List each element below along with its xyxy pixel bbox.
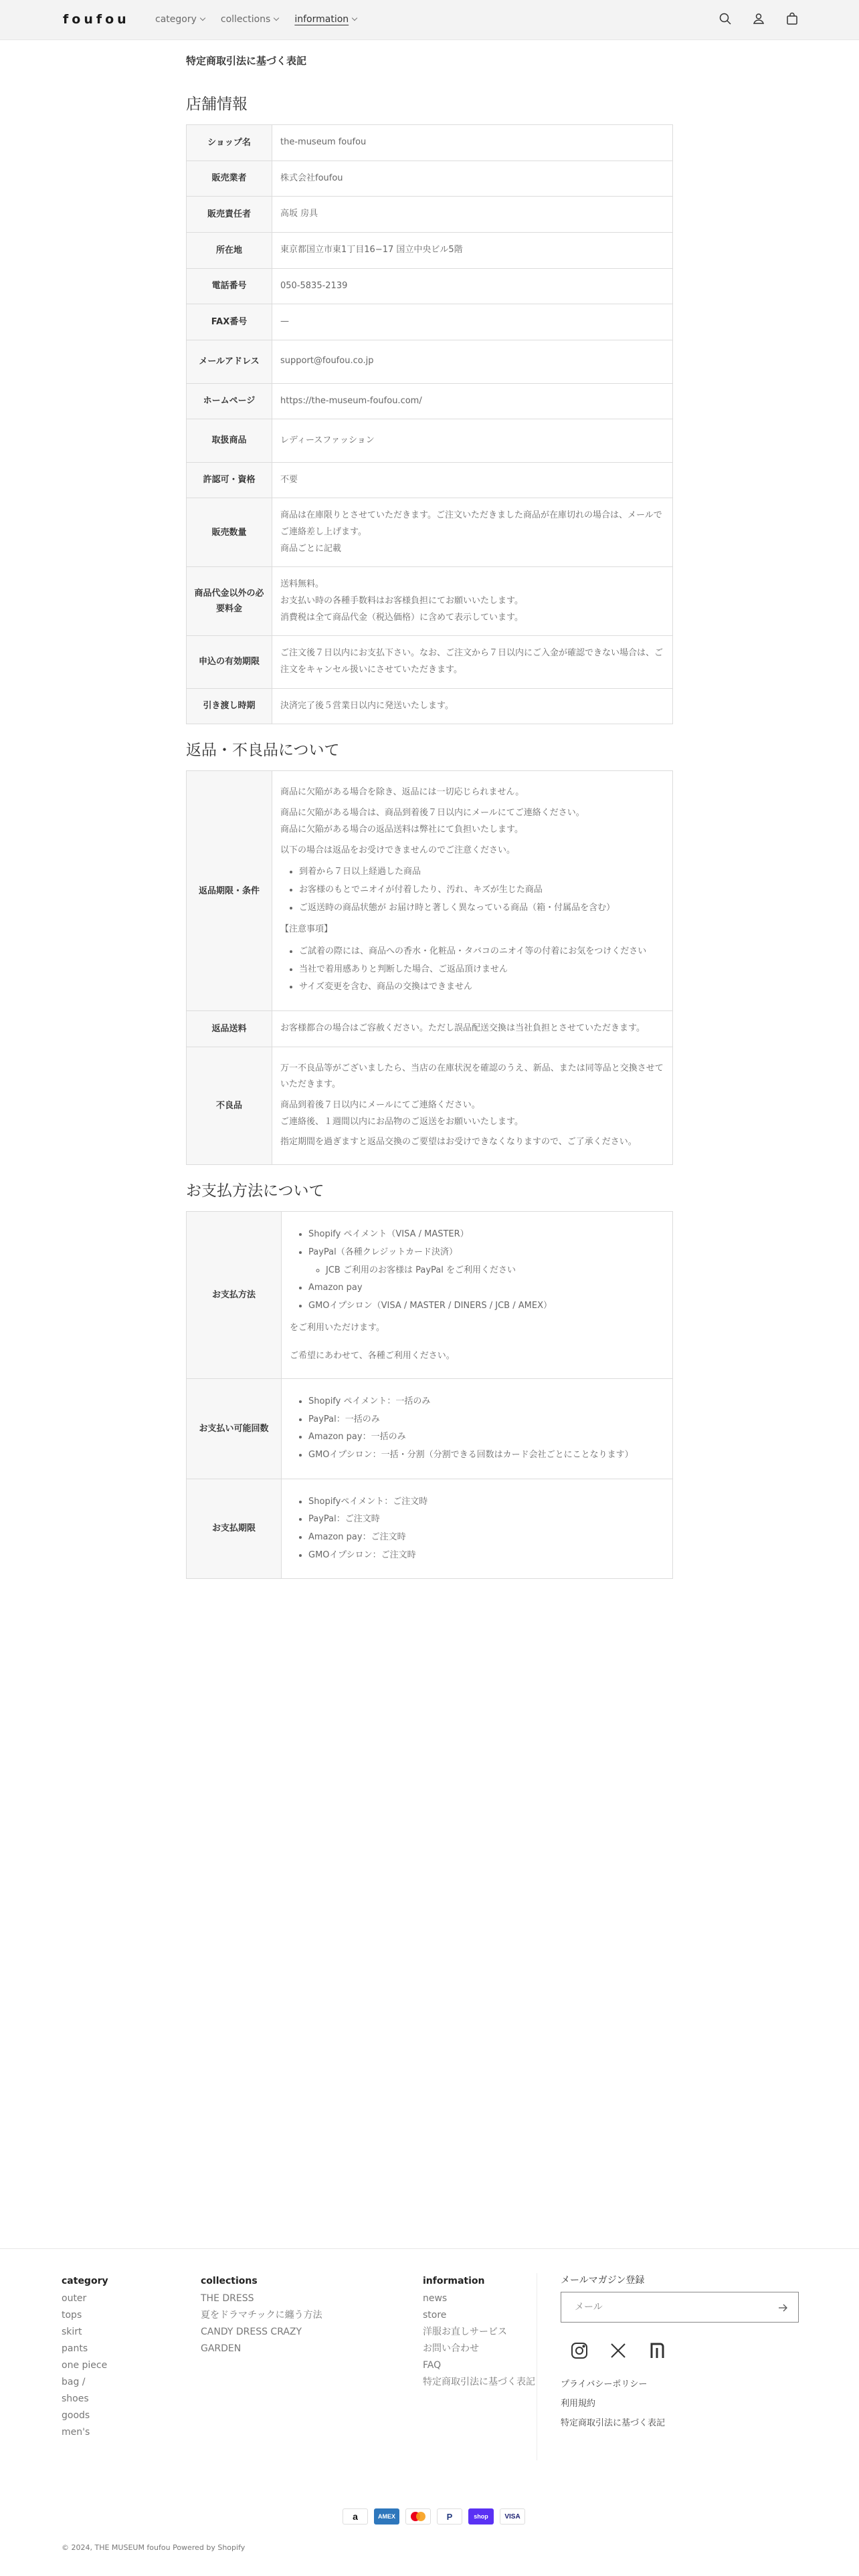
text-line: お支払い時の各種手数料はお客様負担にてお願いいたします。 bbox=[280, 596, 523, 607]
instagram-icon[interactable] bbox=[569, 2340, 590, 2361]
list-item: • PayPal：ご注文時 bbox=[308, 1511, 664, 1528]
account-icon[interactable] bbox=[751, 11, 767, 27]
social-links bbox=[569, 2340, 799, 2361]
nav-collections[interactable] bbox=[221, 14, 278, 25]
shop-info-heading: 店舗情報 bbox=[186, 96, 248, 113]
row-label: 商品代金以外の必要料金 bbox=[187, 567, 272, 636]
text-line: 消費税は全て商品代金（税込価格）に含めて表示しています。 bbox=[280, 612, 523, 623]
paragraph bbox=[280, 805, 664, 838]
footer-category-column bbox=[62, 2273, 108, 2441]
cart-icon[interactable] bbox=[784, 11, 800, 27]
row-label: 返品送料 bbox=[187, 1011, 272, 1047]
table-row bbox=[187, 1047, 673, 1164]
row-label: 所在地 bbox=[187, 233, 272, 269]
nav-category[interactable] bbox=[155, 14, 205, 25]
site-header bbox=[0, 0, 859, 40]
footer-column-title: information bbox=[423, 2276, 485, 2286]
table-row bbox=[187, 197, 673, 233]
email-link[interactable]: support@foufou.co.jp bbox=[272, 340, 673, 383]
list-item: • GMOイプシロン：ご注文時 bbox=[308, 1547, 664, 1564]
footer-link[interactable]: one piece bbox=[62, 2360, 108, 2371]
row-label: 不良品 bbox=[187, 1047, 272, 1164]
footer-link[interactable]: news bbox=[423, 2293, 448, 2304]
shop-info-table bbox=[186, 124, 673, 724]
table-row bbox=[187, 1011, 673, 1047]
paragraph: 以下の場合は返品をお受けできませんのでご注意ください。 bbox=[280, 845, 516, 855]
row-value bbox=[272, 1047, 673, 1164]
list bbox=[308, 1494, 664, 1564]
policy-link-terms[interactable]: 利用規約 bbox=[561, 2399, 596, 2409]
list-item: • PayPal：一括のみ bbox=[308, 1412, 664, 1428]
row-label: ショップ名 bbox=[187, 125, 272, 161]
table-row bbox=[187, 1479, 673, 1579]
amex-icon: AMEX bbox=[374, 2508, 399, 2525]
paragraph bbox=[280, 1097, 664, 1130]
row-value: 株式会社foufou bbox=[272, 160, 673, 197]
footer-collections-column bbox=[201, 2273, 322, 2357]
policy-links bbox=[561, 2375, 799, 2433]
row-value: 高坂 房具 bbox=[272, 197, 673, 233]
list-item bbox=[308, 1245, 664, 1279]
list-item: • お客様のもとでニオイが付着したり、汚れ、キズが生じた商品 bbox=[299, 882, 664, 899]
list bbox=[299, 944, 664, 996]
nav-category-label: category bbox=[155, 14, 197, 25]
row-value bbox=[272, 567, 673, 636]
table-row bbox=[187, 419, 673, 462]
policy-link-privacy[interactable]: プライバシーポリシー bbox=[561, 2379, 648, 2389]
paragraph: 指定期間を過ぎますと返品交換のご要望はお受けできなくなりますので、ご了承ください。 bbox=[280, 1137, 637, 1148]
newsletter-form bbox=[561, 2292, 799, 2323]
table-row bbox=[187, 498, 673, 567]
row-label: 返品期限・条件 bbox=[187, 771, 272, 1011]
footer-link[interactable]: GARDEN bbox=[201, 2343, 242, 2354]
list-item: • Amazon pay：ご注文時 bbox=[308, 1529, 664, 1546]
returns-heading: 返品・不良品について bbox=[186, 742, 340, 760]
row-value: 不要 bbox=[272, 462, 673, 498]
mastercard-icon bbox=[405, 2508, 431, 2525]
row-label: お支払期限 bbox=[187, 1479, 282, 1579]
text-line: 商品は在庫限りとさせていただきます。ご注文いただきました商品が在庫切れの場合は、メールでご連絡差し上げます。 bbox=[280, 510, 662, 537]
newsletter-block bbox=[561, 2273, 799, 2433]
footer-link[interactable]: THE DRESS bbox=[201, 2293, 254, 2304]
paragraph: 商品に欠陥がある場合を除き、返品には一切応じられません。 bbox=[280, 787, 524, 798]
table-row bbox=[187, 160, 673, 197]
row-value bbox=[272, 498, 673, 567]
row-value: 050-5835-2139 bbox=[272, 268, 673, 304]
table-row bbox=[187, 636, 673, 688]
row-value: — bbox=[272, 304, 673, 340]
row-label: 電話番号 bbox=[187, 268, 272, 304]
list-item: • ご試着の際には、商品への香水・化粧品・タバコのニオイ等の付着にお気をつけください bbox=[299, 944, 664, 960]
row-value: 東京都国立市東1丁目16−17 国立中央ビル5階 bbox=[272, 233, 673, 269]
note-icon[interactable] bbox=[646, 2340, 668, 2361]
footer-link[interactable]: shoes bbox=[62, 2393, 89, 2404]
table-row bbox=[187, 233, 673, 269]
header-actions bbox=[717, 11, 800, 27]
row-label: 取扱商品 bbox=[187, 419, 272, 462]
row-label: 申込の有効期限 bbox=[187, 636, 272, 688]
footer-link[interactable]: FAQ bbox=[423, 2360, 442, 2371]
main-content bbox=[186, 53, 673, 1592]
table-row bbox=[187, 771, 673, 1011]
table-row bbox=[187, 567, 673, 636]
list-item: • 到着から７日以上経過した商品 bbox=[299, 864, 664, 881]
list bbox=[299, 864, 664, 916]
footer-information-column bbox=[423, 2273, 537, 2391]
returns-table bbox=[186, 770, 673, 1165]
row-value: the-museum foufou bbox=[272, 125, 673, 161]
note-title: 【注意事項】 bbox=[280, 924, 333, 935]
text-line: 送料無料。 bbox=[280, 579, 324, 590]
page-title: 特定商取引法に基づく表記 bbox=[186, 55, 307, 67]
text-line: 商品に欠陥がある場合の返品送料は弊社にて負担いたします。 bbox=[280, 824, 523, 835]
footer-link[interactable]: skirt bbox=[62, 2327, 82, 2337]
list-item: • Amazon pay：一括のみ bbox=[308, 1429, 664, 1446]
list-item: • 当社で着用感ありと判断した場合、ご返品頂けません bbox=[299, 962, 664, 978]
text-line: 商品に欠陥がある場合は、商品到着後７日以内にメールにてご連絡ください。 bbox=[280, 808, 585, 819]
row-value: ご注文後７日以内にお支払下さい。なお、ご注文から７日以内にご入金が確認できない場合は、ご注文をキャンセル扱いにさせていただきます。 bbox=[272, 636, 673, 688]
list-item: ◦ JCB ご利用のお客様は PayPal をご利用ください bbox=[326, 1263, 664, 1279]
row-value bbox=[282, 1212, 673, 1379]
text-line: 商品到着後７日以内にメールにてご連絡ください。 bbox=[280, 1100, 480, 1111]
table-row bbox=[187, 688, 673, 724]
table-row bbox=[187, 304, 673, 340]
main-nav bbox=[155, 14, 357, 25]
table-row bbox=[187, 1212, 673, 1379]
text-line: 商品ごとに記載 bbox=[280, 543, 342, 554]
footer-link[interactable]: outer bbox=[62, 2293, 87, 2304]
list-item: • GMOイプシロン：一括・分割（分割できる回数はカード会社ごとにことなります） bbox=[308, 1447, 664, 1464]
chevron-down-icon bbox=[352, 15, 357, 21]
row-label: お支払い可能回数 bbox=[187, 1378, 282, 1479]
copyright: © 2024, THE MUSEUM foufou Powered by Shopify bbox=[62, 2543, 246, 2552]
list-item: • Shopify ペイメント：一括のみ bbox=[308, 1394, 664, 1410]
table-row bbox=[187, 1378, 673, 1479]
chevron-down-icon bbox=[274, 15, 279, 21]
footer-link[interactable]: お問い合わせ bbox=[423, 2343, 479, 2354]
site-logo[interactable]: foufou bbox=[63, 12, 130, 27]
chevron-down-icon bbox=[200, 15, 205, 21]
footer-link[interactable]: 特定商取引法に基づく表記 bbox=[423, 2377, 535, 2387]
row-label: FAX番号 bbox=[187, 304, 272, 340]
nav-information[interactable] bbox=[294, 14, 357, 25]
list-item: • Shopifyペイメント：ご注文時 bbox=[308, 1494, 664, 1511]
paypal-icon: P bbox=[437, 2508, 462, 2525]
paragraph: ご希望にあわせて、各種ご利用ください。 bbox=[290, 1351, 455, 1362]
list-item: • Shopify ペイメント（VISA / MASTER） bbox=[308, 1226, 664, 1243]
row-label: メールアドレス bbox=[187, 340, 272, 383]
footer-link[interactable]: 夏をドラマチックに纏う方法 bbox=[201, 2310, 322, 2321]
list bbox=[308, 1394, 664, 1464]
payment-heading: お支払方法について bbox=[186, 1182, 324, 1200]
footer-link[interactable]: pants bbox=[62, 2343, 88, 2354]
nav-collections-label: collections bbox=[220, 14, 271, 25]
nav-information-label: information bbox=[294, 14, 349, 25]
footer-link[interactable]: 洋服お直しサービス bbox=[423, 2327, 507, 2337]
row-label: お支払方法 bbox=[187, 1212, 282, 1379]
list-item-text: PayPal（各種クレジットカード決済） bbox=[308, 1247, 458, 1257]
search-icon[interactable] bbox=[717, 11, 733, 27]
list-item: • Amazon pay bbox=[308, 1280, 664, 1297]
footer-link[interactable]: bag / bbox=[62, 2377, 86, 2387]
footer-link[interactable]: goods bbox=[62, 2410, 90, 2421]
row-label: ホームページ bbox=[187, 383, 272, 419]
newsletter-email-input[interactable] bbox=[561, 2292, 762, 2322]
footer-link[interactable]: men's bbox=[62, 2427, 90, 2438]
table-row bbox=[187, 125, 673, 161]
table-row bbox=[187, 268, 673, 304]
row-value bbox=[272, 771, 673, 1011]
newsletter-title: メールマガジン登録 bbox=[561, 2275, 645, 2286]
policy-link-legal[interactable]: 特定商取引法に基づく表記 bbox=[561, 2418, 666, 2428]
row-label: 販売責任者 bbox=[187, 197, 272, 233]
table-row bbox=[187, 383, 673, 419]
x-twitter-icon[interactable] bbox=[607, 2340, 629, 2361]
footer-link[interactable]: CANDY DRESS CRAZY bbox=[201, 2327, 302, 2337]
list-item: • サイズ変更を含む、商品の交換はできません bbox=[299, 979, 664, 996]
shop-pay-icon: shop bbox=[468, 2508, 494, 2525]
row-label: 許認可・資格 bbox=[187, 462, 272, 498]
list-item: • GMOイプシロン（VISA / MASTER / DINERS / JCB / AMEX） bbox=[308, 1298, 664, 1315]
row-value: レディースファッション bbox=[272, 419, 673, 462]
row-label: 引き渡し時期 bbox=[187, 688, 272, 724]
row-value: お客様都合の場合はご容赦ください。ただし誤品配送交換は当社負担とさせていただきます。 bbox=[272, 1011, 673, 1047]
row-label: 販売数量 bbox=[187, 498, 272, 567]
list bbox=[308, 1226, 664, 1314]
footer-column-title: category bbox=[62, 2276, 108, 2286]
row-value: 決済完了後５営業日以内に発送いたします。 bbox=[272, 688, 673, 724]
table-row bbox=[187, 462, 673, 498]
sub-list bbox=[326, 1263, 664, 1279]
payment-icons bbox=[343, 2508, 525, 2525]
footer-link[interactable]: store bbox=[423, 2310, 447, 2321]
visa-icon: VISA bbox=[500, 2508, 525, 2525]
footer-column-title: collections bbox=[201, 2276, 258, 2286]
homepage-link[interactable]: https://the-museum-foufou.com/ bbox=[272, 383, 673, 419]
site-footer bbox=[0, 2248, 859, 2576]
row-value bbox=[282, 1479, 673, 1579]
table-row bbox=[187, 340, 673, 383]
row-value bbox=[282, 1378, 673, 1479]
text-line: ご連絡後、１週間以内にお品物のご返送をお願いいたします。 bbox=[280, 1116, 523, 1127]
list-item: • ご返送時の商品状態が お届け時と著しく異なっている商品（箱・付属品を含む） bbox=[299, 900, 664, 917]
arrow-right-icon[interactable] bbox=[777, 2302, 789, 2314]
footer-link[interactable]: tops bbox=[62, 2310, 82, 2321]
paragraph: 万一不良品等がございましたら、当店の在庫状況を確認のうえ、新品、または同等品と交換させていただきます。 bbox=[280, 1063, 664, 1090]
payment-table bbox=[186, 1211, 673, 1579]
amazon-pay-icon: a bbox=[343, 2508, 368, 2525]
paragraph: をご利用いただけます。 bbox=[290, 1322, 385, 1333]
row-label: 販売業者 bbox=[187, 160, 272, 197]
